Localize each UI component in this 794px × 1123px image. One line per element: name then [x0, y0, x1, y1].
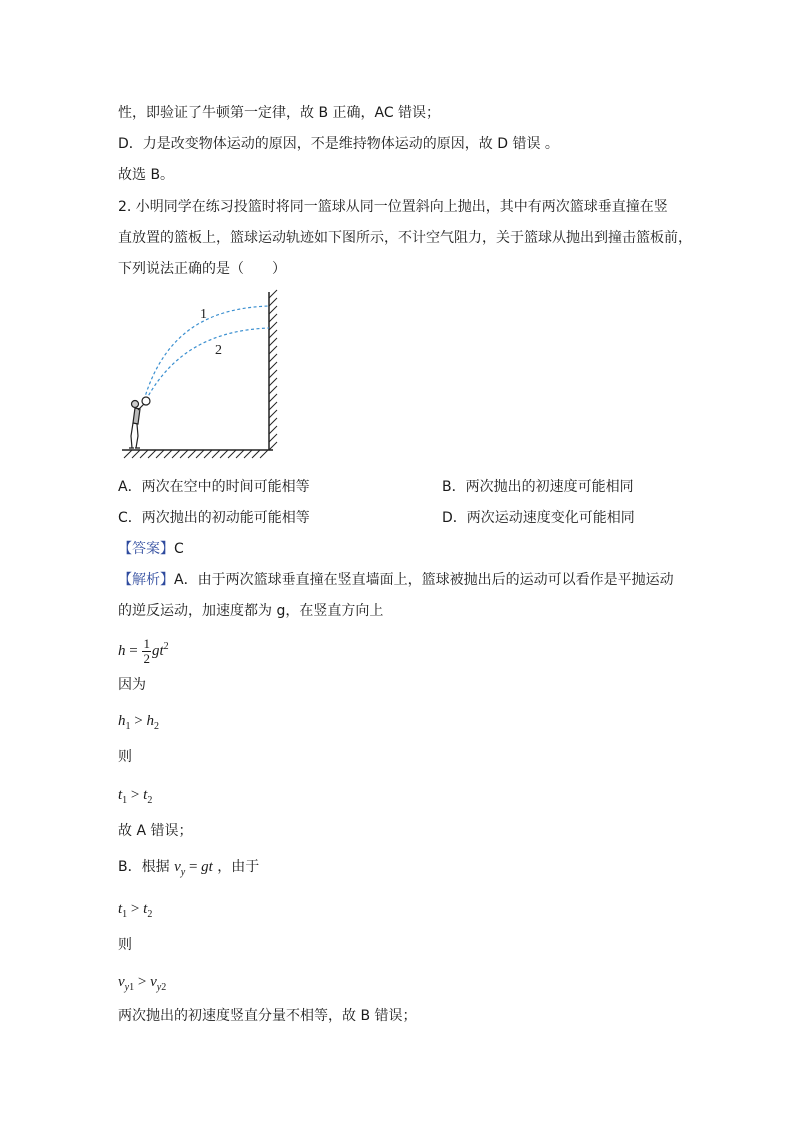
formula-h: h = $\frac{1}{2}$ $gt^2$ [118, 636, 169, 667]
wall-hatch [269, 290, 277, 450]
trajectory-2-label: 2 [215, 343, 222, 358]
basketball-trajectory-figure [118, 288, 293, 463]
analysis-text-a1: A．由于两次篮球垂直撞在竖直墙面上，篮球被抛出后的运动可以看作是平抛运动 [174, 572, 674, 588]
then-line-1: 则 [118, 749, 132, 765]
b-pre: B．根据 [118, 859, 170, 875]
text-line-1: 性，即验证了牛顿第一定律，故 B 正确，AC 错误； [118, 105, 441, 121]
b-wrong-line: 两次抛出的初速度竖直分量不相等，故 B 错误； [118, 1008, 417, 1024]
text-line-3: 故选 B。 [118, 167, 175, 183]
b-line [118, 857, 259, 883]
player-figure [129, 397, 150, 448]
text-line-2: D．力是改变物体运动的原因，不是维持物体运动的原因，故 D 错误 。 [118, 136, 559, 152]
then-line-2: 则 [118, 937, 132, 953]
analysis-tag: 【解析】 [118, 572, 174, 588]
trajectory-1-label: 1 [200, 307, 207, 322]
option-d: D．两次运动速度变化可能相同 [442, 510, 635, 526]
formula-vy-gt: $v_y$ = gt [174, 859, 213, 878]
a-wrong-line: 故 A 错误； [118, 823, 193, 839]
answer-line [118, 539, 184, 559]
option-b: B．两次抛出的初速度可能相同 [442, 479, 634, 495]
formula-vy1-vy2: $v_{y1} > v_{y2}$ [118, 974, 167, 993]
ground-hatch [124, 450, 268, 458]
because-line: 因为 [118, 677, 146, 693]
formula-t1-t2-a: $t_1 > t_2$ [118, 787, 153, 806]
analysis-line-1 [118, 570, 674, 590]
answer-value: C [174, 541, 184, 557]
trajectory-2 [146, 328, 269, 400]
formula-t1-t2-b: $t_1 > t_2$ [118, 901, 153, 920]
question-2-line-1: 2. 小明同学在练习投篮时将同一篮球从同一位置斜向上抛出，其中有两次篮球垂直撞在竖 [118, 199, 668, 215]
question-2-line-2: 直放置的篮板上，篮球运动轨迹如下图所示，不计空气阻力，关于篮球从抛出到撞击篮板前， [118, 230, 692, 246]
option-a: A．两次在空中的时间可能相等 [118, 479, 310, 495]
option-c: C．两次抛出的初动能可能相等 [118, 510, 310, 526]
formula-h1-h2: $h_1 > h_2$ [118, 713, 159, 732]
b-post: ，由于 [217, 859, 260, 875]
answer-tag: 【答案】 [118, 541, 174, 557]
question-2-line-3: 下列说法正确的是（ ） [118, 261, 286, 277]
analysis-line-2: 的逆反运动，加速度都为 g，在竖直方向上 [118, 603, 384, 619]
